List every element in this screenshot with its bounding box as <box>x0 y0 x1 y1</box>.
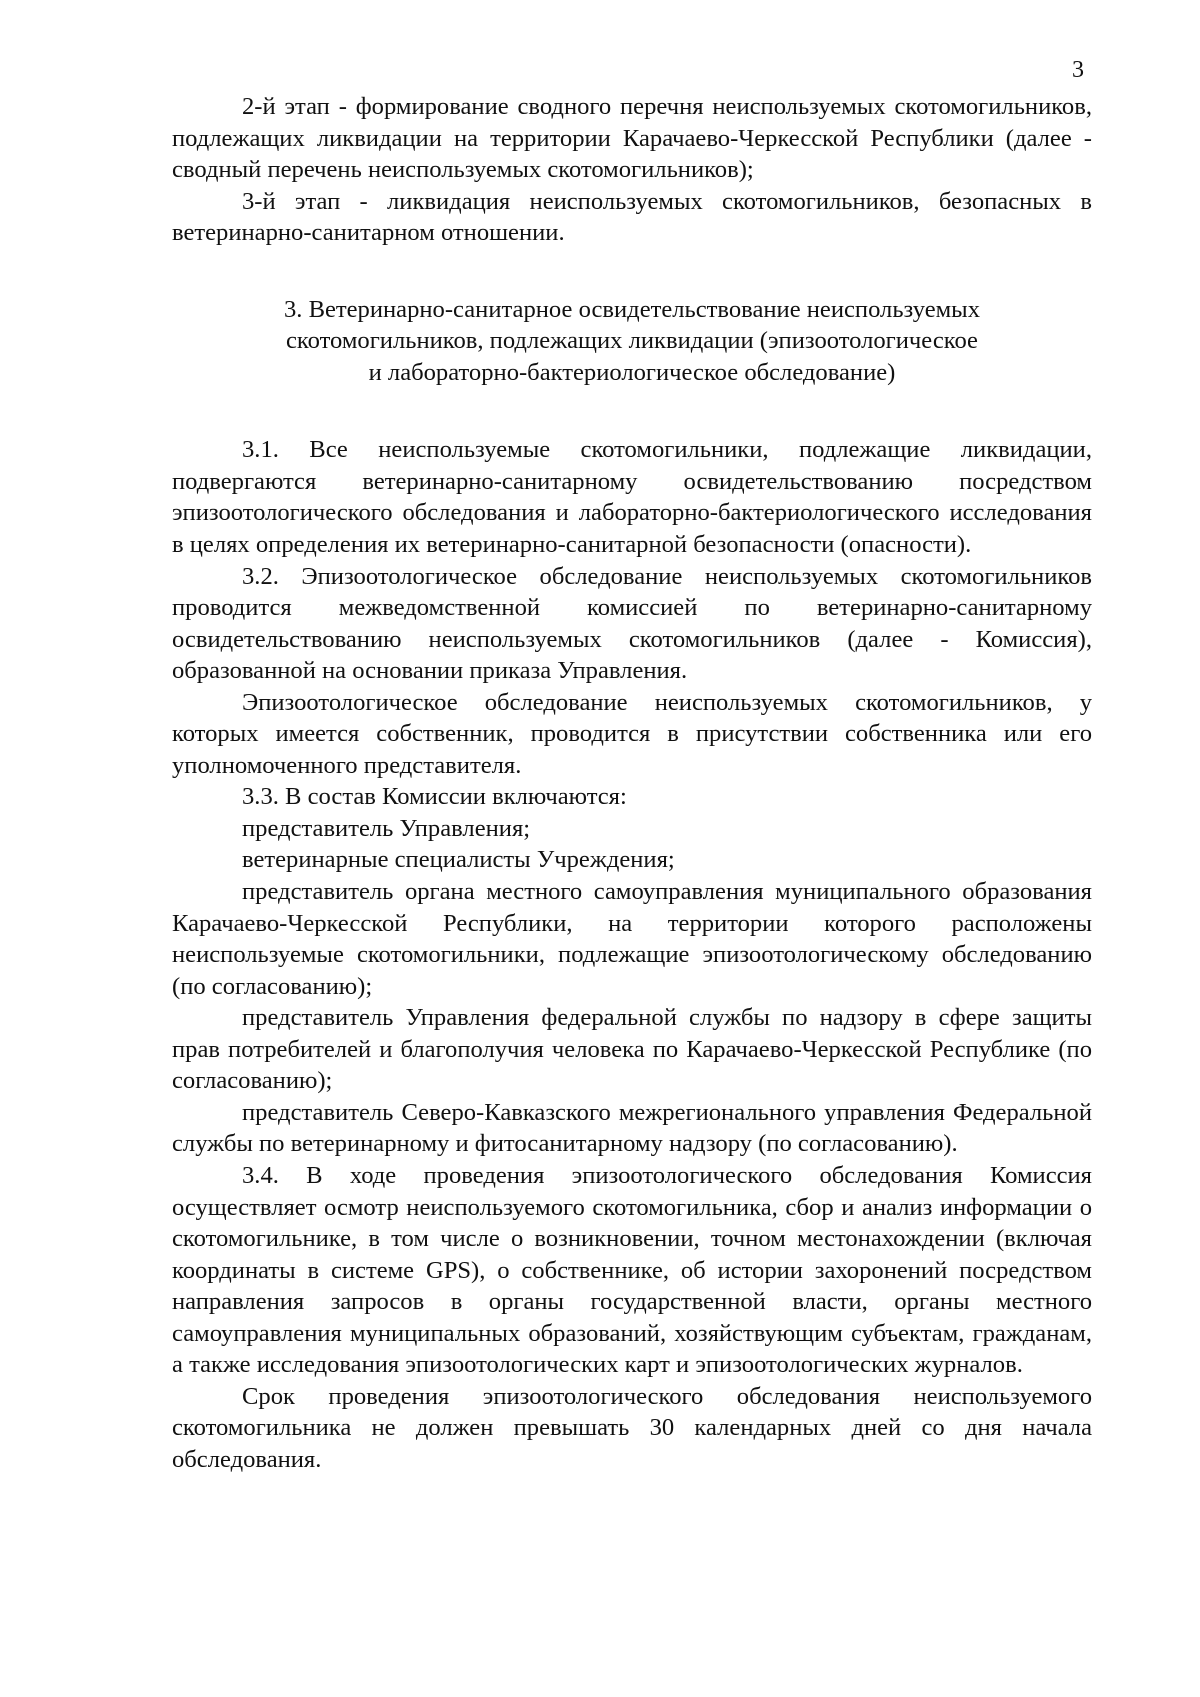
commission-member: представитель органа местного самоуправления муниципального образования Карачаево-Черкесской Республики, на территории которого расположены неиспользуемые скотомогильники, подлежащие эпизоотологическому обследованию (по согласованию); <box>172 878 1092 1000</box>
section-3-heading-line: и лабораторно-бактериологическое обследование) <box>368 358 896 386</box>
commission-member: ветеринарные специалисты Учреждения; <box>242 846 675 874</box>
commission-member: представитель Управления; <box>242 814 531 842</box>
paragraph-3-4: 3.4. В ходе проведения эпизоотологического обследования Комиссия осуществляет осмотр неиспользуемого скотомогильника, сбор и анализ информации о скотомогильнике, в том числе о возникновении, точном местонахождении (включая координаты в системе GPS), о собственнике, об истории захоронений посредством направления запросов в органы государственной власти, органы местного самоуправления муниципальных образований, хозяйствующим субъектам, гражданам, а также исследования эпизоотологических карт и эпизоотологических журналов. <box>172 1161 1092 1379</box>
stage-3-paragraph: 3-й этап - ликвидация неиспользуемых скотомогильников, безопасных в ветеринарно-санитарном отношении. <box>172 187 1092 247</box>
paragraph-3-1: 3.1. Все неиспользуемые скотомогильники, подлежащие ликвидации, подвергаются ветеринарно-санитарному освидетельствованию посредством эпизоотологического обследования и лабораторно-бактериологического исследования в целях определения их ветеринарно-санитарной безопасности (опасности). <box>172 436 1092 559</box>
paragraph-3-2: 3.2. Эпизоотологическое обследование неиспользуемых скотомогильников проводится межведомственной комиссией по ветеринарно-санитарному освидетельствованию неиспользуемых скотомогильников (далее - Комиссия), образованной на основании приказа Управления. <box>172 562 1092 685</box>
stage-2-paragraph: 2-й этап - формирование сводного перечня неиспользуемых скотомогильников, подлежащих ликвидации на территории Карачаево-Черкесской Республики (далее - сводный перечень неиспользуемых скотомогильников); <box>172 93 1092 184</box>
paragraph-3-2-owner: Эпизоотологическое обследование неиспользуемых скотомогильников, у которых имеется собственник, проводится в присутствии собственника или его уполномоченного представителя. <box>172 688 1092 779</box>
paragraph-3-3: 3.3. В состав Комиссии включаются: <box>242 783 627 811</box>
commission-member: представитель Управления федеральной службы по надзору в сфере защиты прав потребителей и благополучия человека по Карачаево-Черкесской Республике (по согласованию); <box>172 1004 1092 1095</box>
document-body <box>172 91 1092 1475</box>
section-3-heading-line: 3. Ветеринарно-санитарное освидетельствование неиспользуемых <box>283 295 981 323</box>
section-3-heading-line: скотомогильников, подлежащих ликвидации (эпизоотологическое <box>286 327 978 355</box>
page-number: 3 <box>1072 57 1084 83</box>
section-3-heading <box>172 294 1092 389</box>
commission-member: представитель Северо-Кавказского межрегионального управления Федеральной службы по ветеринарному и фитосанитарному надзору (по согласованию). <box>172 1098 1092 1158</box>
paragraph-3-4-term: Срок проведения эпизоотологического обследования неиспользуемого скотомогильника не должен превышать 30 календарных дней со дня начала обследования. <box>172 1382 1092 1473</box>
